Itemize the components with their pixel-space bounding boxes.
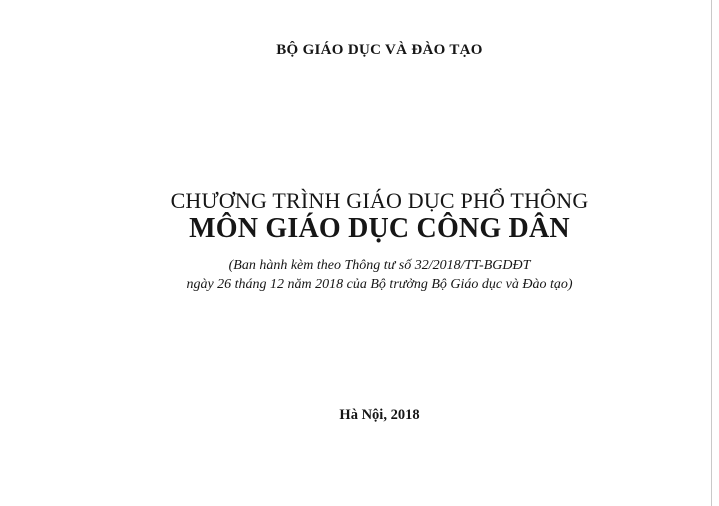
page-right-edge-line — [711, 0, 712, 506]
place-year: Hà Nội, 2018 — [339, 407, 420, 423]
subject-title: MÔN GIÁO DỤC CÔNG DÂN — [189, 213, 570, 244]
issuance-note-line1: (Ban hành kèm theo Thông tư số 32/2018/TT-BGDĐT — [228, 258, 531, 273]
ministry-header: BỘ GIÁO DỤC VÀ ĐÀO TẠO — [276, 42, 483, 58]
issuance-note — [40, 256, 719, 294]
issuance-note-line2: ngày 26 tháng 12 năm 2018 của Bộ trưởng Bộ Giáo dục và Đào tạo) — [186, 277, 573, 292]
program-title: CHƯƠNG TRÌNH GIÁO DỤC PHỔ THÔNG — [170, 188, 589, 213]
